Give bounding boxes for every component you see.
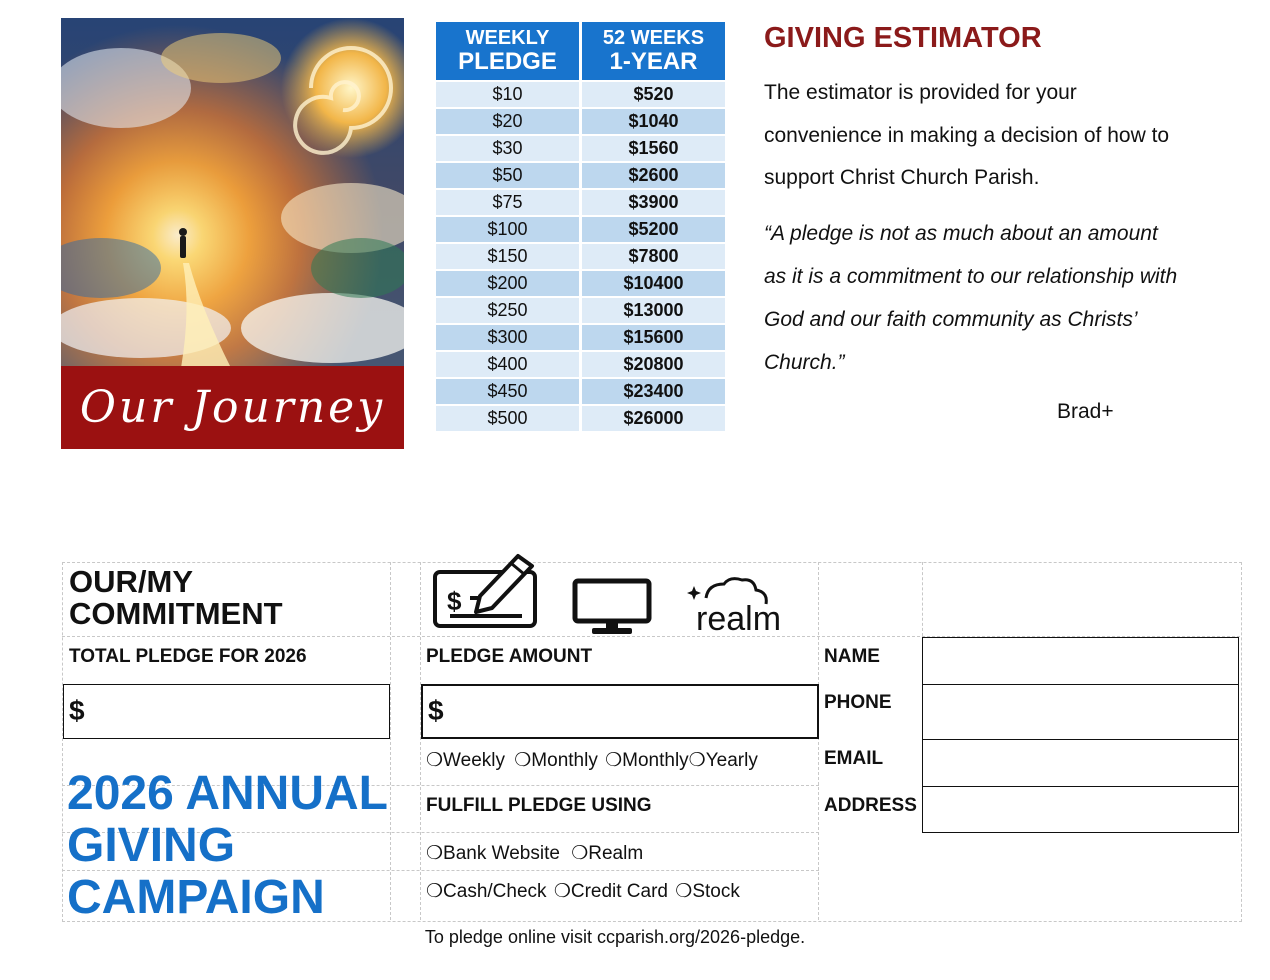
online-pledge-text: To pledge online visit ccparish.org/2026-pledge. (424, 927, 806, 947)
header-yearly-line2: 1-YEAR (609, 47, 698, 75)
header-weekly-line2: PLEDGE (458, 47, 557, 75)
fulfill-cash-check-radio[interactable]: ❍Cash/Check (426, 881, 547, 902)
weekly-amount-cell: $400 (436, 352, 579, 377)
giving-estimator-table (436, 20, 734, 433)
estimator-heading: GIVING ESTIMATOR (764, 22, 1042, 54)
campaign-title-line1: 2026 ANNUAL (67, 767, 388, 820)
frequency-monthly-radio-2[interactable]: ❍Monthly (605, 750, 689, 771)
weekly-amount-cell: $250 (436, 298, 579, 323)
yearly-amount-cell: $5200 (582, 217, 725, 242)
yearly-amount-cell: $15600 (582, 325, 725, 350)
table-row (436, 217, 725, 242)
yearly-amount-cell: $1560 (582, 136, 725, 161)
weekly-amount-cell: $200 (436, 271, 579, 296)
table-row (436, 82, 725, 107)
table-row (436, 109, 725, 134)
weekly-amount-cell: $150 (436, 244, 579, 269)
check-writing-icon (430, 550, 542, 630)
fulfill-options-row2 (426, 880, 740, 903)
fulfill-options-row1 (426, 842, 643, 865)
name-input[interactable] (922, 637, 1239, 685)
fulfill-credit-card-radio[interactable]: ❍Credit Card (553, 881, 668, 902)
pledge-amount-label: PLEDGE AMOUNT (426, 646, 593, 667)
address-label: ADDRESS (824, 795, 917, 816)
svg-text:realm: realm (696, 600, 782, 634)
table-header-row (436, 22, 725, 80)
fulfill-pledge-label: FULFILL PLEDGE USING (426, 795, 652, 816)
yearly-amount-cell: $520 (582, 82, 725, 107)
grid-line (818, 562, 819, 920)
campaign-title-line2: GIVING (67, 819, 236, 872)
table-row (436, 325, 725, 350)
frequency-yearly-radio[interactable]: ❍Yearly (688, 750, 758, 771)
yearly-amount-cell: $2600 (582, 163, 725, 188)
header-yearly-line1: 52 WEEKS (602, 26, 705, 49)
weekly-amount-cell: $10 (436, 82, 579, 107)
header-weekly-pledge (436, 22, 579, 80)
table-row (436, 163, 725, 188)
grid-line (922, 562, 923, 636)
yearly-amount-cell: $26000 (582, 406, 725, 431)
phone-label: PHONE (824, 692, 892, 713)
poster-image (61, 18, 404, 449)
computer-monitor-icon (572, 578, 652, 636)
weekly-amount-cell: $300 (436, 325, 579, 350)
yearly-amount-cell: $13000 (582, 298, 725, 323)
table-row (436, 136, 725, 161)
svg-text:$: $ (447, 586, 462, 616)
weekly-amount-cell: $100 (436, 217, 579, 242)
table-row (436, 190, 725, 215)
email-label: EMAIL (824, 748, 884, 769)
grid-line (420, 562, 421, 920)
yearly-amount-cell: $20800 (582, 352, 725, 377)
table-row (436, 379, 725, 404)
table-row (436, 406, 725, 431)
header-yearly-total (582, 22, 725, 80)
weekly-amount-cell: $20 (436, 109, 579, 134)
commitment-title-line2: COMMITMENT (69, 596, 283, 631)
yearly-amount-cell: $10400 (582, 271, 725, 296)
fulfill-stock-radio[interactable]: ❍Stock (675, 881, 740, 902)
grid-line (390, 562, 391, 920)
total-pledge-label: TOTAL PLEDGE FOR 2026 (69, 646, 307, 667)
table-row (436, 271, 725, 296)
estimator-description: The estimator is provided for your convenience in making a decision of how to support Christ Church Parish. (764, 81, 1170, 189)
fulfill-realm-radio[interactable]: ❍Realm (571, 843, 644, 864)
frequency-weekly-radio[interactable]: ❍Weekly (426, 750, 505, 771)
fulfill-bank-website-radio[interactable]: ❍Bank Website (426, 843, 560, 864)
address-input[interactable] (922, 786, 1239, 833)
table-row (436, 352, 725, 377)
header-weekly-line1: WEEKLY (465, 26, 550, 49)
pledge-amount-input[interactable] (421, 684, 819, 739)
campaign-title (67, 768, 388, 924)
realm-logo-icon (684, 574, 810, 634)
yearly-amount-cell: $23400 (582, 379, 725, 404)
quote-signature: Brad+ (1057, 400, 1114, 423)
table-row (436, 298, 725, 323)
yearly-amount-cell: $3900 (582, 190, 725, 215)
total-pledge-dollar-sign: $ (69, 695, 85, 726)
frequency-options (426, 749, 758, 772)
weekly-amount-cell: $75 (436, 190, 579, 215)
weekly-amount-cell: $500 (436, 406, 579, 431)
weekly-amount-cell: $30 (436, 136, 579, 161)
total-pledge-input[interactable] (63, 684, 390, 739)
commitment-title-line1: OUR/MY (69, 564, 193, 599)
table-row (436, 244, 725, 269)
pledge-quote: “A pledge is not as much about an amount as it is a commitment to our relationship with God and our faith community as Christs’ Church.” (764, 222, 1178, 374)
campaign-title-line3: CAMPAIGN (67, 871, 325, 924)
yearly-amount-cell: $7800 (582, 244, 725, 269)
phone-input[interactable] (922, 684, 1239, 740)
weekly-amount-cell: $450 (436, 379, 579, 404)
weekly-amount-cell: $50 (436, 163, 579, 188)
pledge-amount-dollar-sign: $ (428, 695, 444, 726)
frequency-monthly-radio[interactable]: ❍Monthly (514, 750, 598, 771)
poster-title: Our Journey (79, 382, 386, 433)
commitment-title (69, 566, 283, 630)
yearly-amount-cell: $1040 (582, 109, 725, 134)
name-label: NAME (824, 646, 880, 667)
email-input[interactable] (922, 739, 1239, 787)
